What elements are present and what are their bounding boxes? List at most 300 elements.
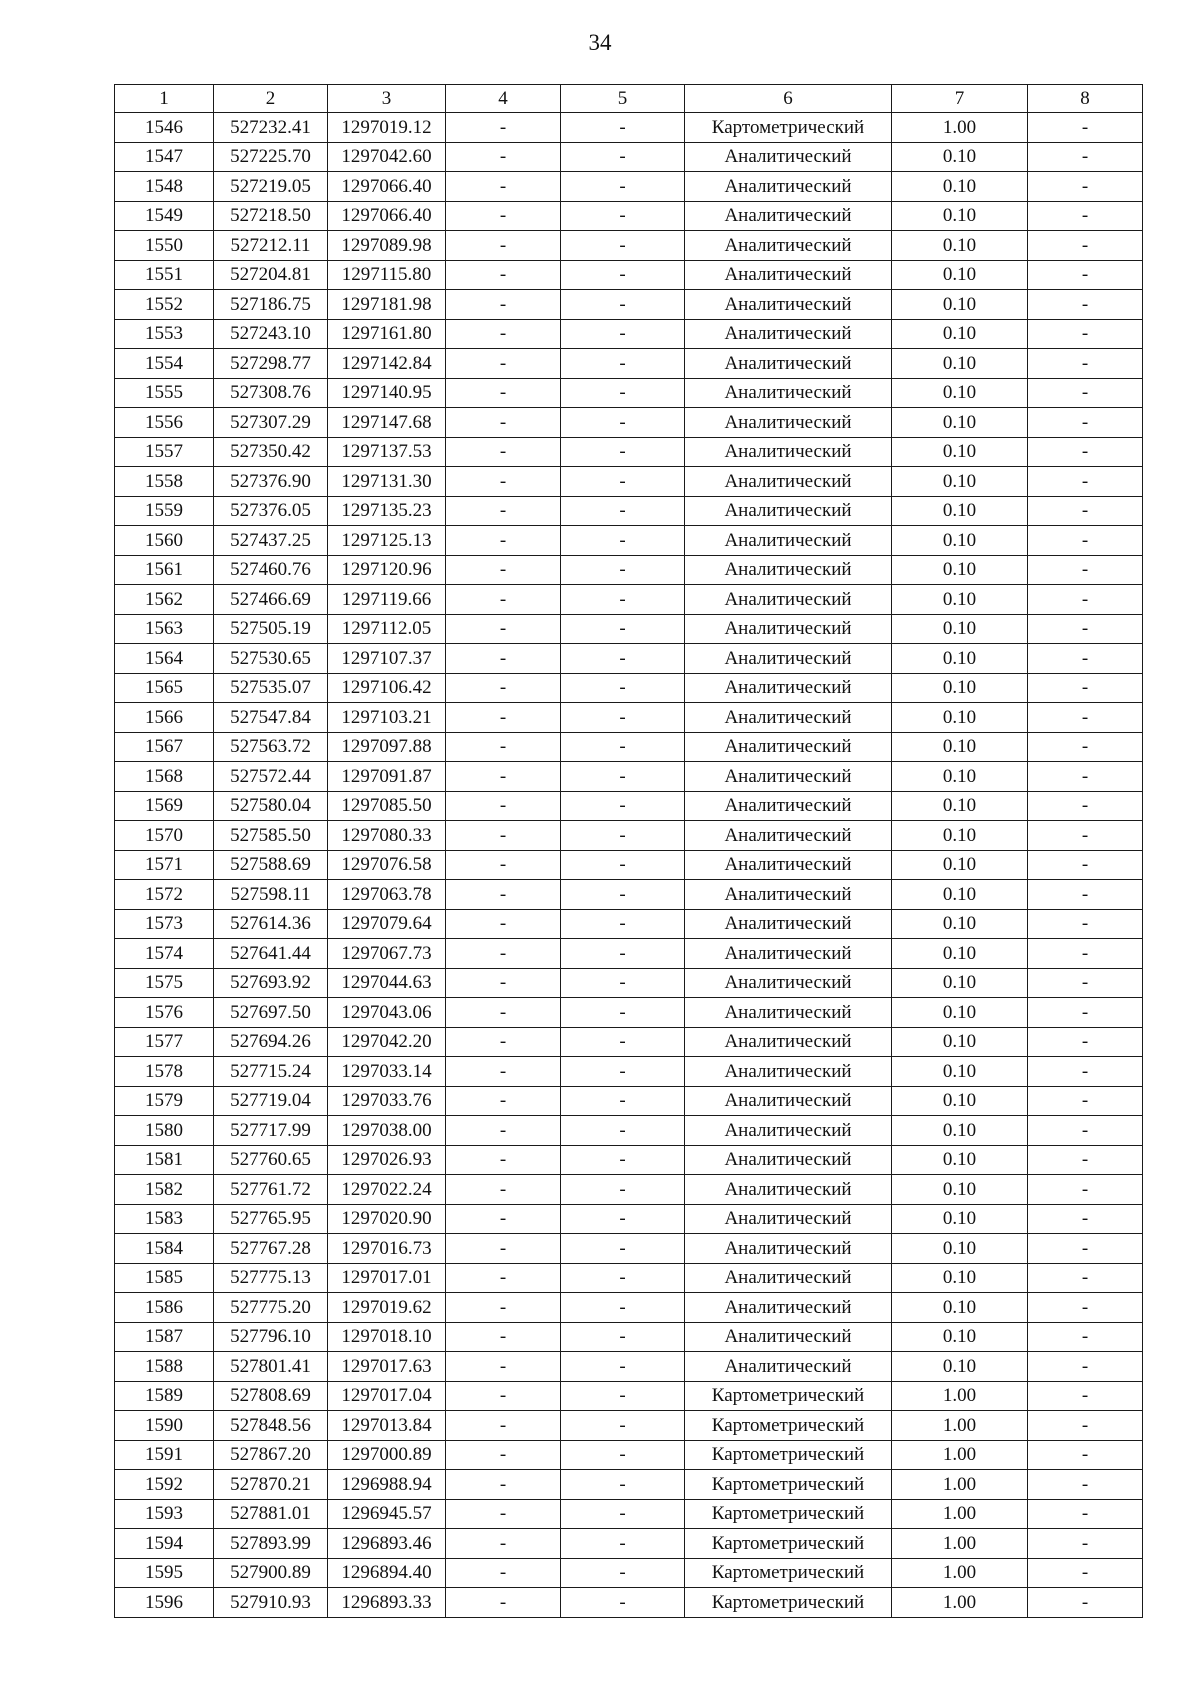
col-4-cell: - [446,1529,561,1559]
coord-y-cell: 1296893.33 [328,1588,446,1618]
coord-x-cell: 527376.90 [214,467,328,497]
method-cell: Аналитический [685,201,892,231]
coord-x-cell: 527580.04 [214,791,328,821]
coord-y-cell: 1297161.80 [328,319,446,349]
coord-y-cell: 1297085.50 [328,791,446,821]
method-cell: Аналитический [685,349,892,379]
col-5-cell: - [561,1175,685,1205]
method-cell: Аналитический [685,290,892,320]
method-cell: Аналитический [685,673,892,703]
col-8-cell: - [1028,172,1143,202]
col-5-cell: - [561,909,685,939]
coord-x-cell: 527225.70 [214,142,328,172]
method-cell: Аналитический [685,1204,892,1234]
col-4-cell: - [446,880,561,910]
coord-y-cell: 1297044.63 [328,968,446,998]
accuracy-cell: 0.10 [892,673,1028,703]
table-row [115,614,1143,644]
accuracy-cell: 0.10 [892,1145,1028,1175]
coord-y-cell: 1297022.24 [328,1175,446,1205]
point-number-cell: 1572 [115,880,214,910]
table-row [115,909,1143,939]
method-cell: Аналитический [685,467,892,497]
col-8-cell: - [1028,1529,1143,1559]
method-cell: Картометрический [685,1588,892,1618]
point-number-cell: 1587 [115,1322,214,1352]
col-8-cell: - [1028,762,1143,792]
method-cell: Аналитический [685,496,892,526]
col-5-cell: - [561,791,685,821]
table-row [115,349,1143,379]
table-row [115,1027,1143,1057]
point-number-cell: 1579 [115,1086,214,1116]
table-row [115,290,1143,320]
col-5-cell: - [561,555,685,585]
table-row [115,1086,1143,1116]
col-5-cell: - [561,703,685,733]
method-cell: Аналитический [685,850,892,880]
method-cell: Картометрический [685,113,892,143]
point-number-cell: 1561 [115,555,214,585]
accuracy-cell: 0.10 [892,821,1028,851]
col-4-cell: - [446,614,561,644]
method-cell: Аналитический [685,614,892,644]
coord-x-cell: 527530.65 [214,644,328,674]
col-4-cell: - [446,968,561,998]
col-8-cell: - [1028,998,1143,1028]
point-number-cell: 1550 [115,231,214,261]
col-8-cell: - [1028,968,1143,998]
point-number-cell: 1576 [115,998,214,1028]
coord-x-cell: 527910.93 [214,1588,328,1618]
col-8-cell: - [1028,732,1143,762]
col-8-cell: - [1028,1381,1143,1411]
accuracy-cell: 0.10 [892,172,1028,202]
point-number-cell: 1562 [115,585,214,615]
method-cell: Аналитический [685,703,892,733]
method-cell: Аналитический [685,1086,892,1116]
col-4-cell: - [446,1352,561,1382]
coord-x-cell: 527466.69 [214,585,328,615]
point-number-cell: 1566 [115,703,214,733]
coord-x-cell: 527563.72 [214,732,328,762]
accuracy-cell: 0.10 [892,467,1028,497]
point-number-cell: 1583 [115,1204,214,1234]
col-5-cell: - [561,762,685,792]
coord-x-cell: 527298.77 [214,349,328,379]
table-row [115,1175,1143,1205]
col-4-cell: - [446,673,561,703]
method-cell: Аналитический [685,437,892,467]
coord-x-cell: 527697.50 [214,998,328,1028]
coordinates-table [114,84,1143,1618]
col-5-cell: - [561,1529,685,1559]
col-4-cell: - [446,290,561,320]
col-8-cell: - [1028,1263,1143,1293]
coord-x-cell: 527767.28 [214,1234,328,1264]
col-5-cell: - [561,1588,685,1618]
col-5-cell: - [561,1470,685,1500]
point-number-cell: 1565 [115,673,214,703]
table-row [115,1440,1143,1470]
table-row [115,437,1143,467]
table-row [115,1411,1143,1441]
col-4-cell: - [446,408,561,438]
accuracy-cell: 0.10 [892,791,1028,821]
col-5-cell: - [561,732,685,762]
col-8-cell: - [1028,1027,1143,1057]
table-header-row [115,85,1143,113]
accuracy-cell: 0.10 [892,142,1028,172]
method-cell: Картометрический [685,1470,892,1500]
col-5-cell: - [561,821,685,851]
method-cell: Аналитический [685,142,892,172]
col-8-cell: - [1028,349,1143,379]
col-8-cell: - [1028,1086,1143,1116]
coord-x-cell: 527437.25 [214,526,328,556]
accuracy-cell: 0.10 [892,939,1028,969]
col-8-cell: - [1028,909,1143,939]
col-4-cell: - [446,1057,561,1087]
col-5-cell: - [561,1234,685,1264]
point-number-cell: 1592 [115,1470,214,1500]
coord-x-cell: 527460.76 [214,555,328,585]
table-row [115,732,1143,762]
table-row [115,319,1143,349]
coord-y-cell: 1297103.21 [328,703,446,733]
coord-y-cell: 1297042.20 [328,1027,446,1057]
col-5-cell: - [561,614,685,644]
coord-y-cell: 1297063.78 [328,880,446,910]
column-header: 5 [561,85,685,113]
table-row [115,201,1143,231]
col-5-cell: - [561,1322,685,1352]
coord-y-cell: 1297019.62 [328,1293,446,1323]
col-4-cell: - [446,1027,561,1057]
method-cell: Аналитический [685,1057,892,1087]
table-row [115,1204,1143,1234]
coord-x-cell: 527243.10 [214,319,328,349]
accuracy-cell: 0.10 [892,496,1028,526]
col-8-cell: - [1028,880,1143,910]
accuracy-cell: 1.00 [892,1558,1028,1588]
point-number-cell: 1546 [115,113,214,143]
coord-x-cell: 527614.36 [214,909,328,939]
col-8-cell: - [1028,1234,1143,1264]
col-4-cell: - [446,762,561,792]
col-8-cell: - [1028,113,1143,143]
coord-y-cell: 1297033.76 [328,1086,446,1116]
col-5-cell: - [561,1499,685,1529]
coord-x-cell: 527307.29 [214,408,328,438]
col-8-cell: - [1028,614,1143,644]
table-row [115,644,1143,674]
accuracy-cell: 1.00 [892,1381,1028,1411]
coord-y-cell: 1297181.98 [328,290,446,320]
method-cell: Аналитический [685,880,892,910]
col-5-cell: - [561,172,685,202]
coord-y-cell: 1297017.04 [328,1381,446,1411]
coord-y-cell: 1297000.89 [328,1440,446,1470]
coord-y-cell: 1296988.94 [328,1470,446,1500]
coord-y-cell: 1296894.40 [328,1558,446,1588]
point-number-cell: 1551 [115,260,214,290]
table-row [115,1381,1143,1411]
accuracy-cell: 1.00 [892,1588,1028,1618]
method-cell: Аналитический [685,762,892,792]
col-5-cell: - [561,1558,685,1588]
col-8-cell: - [1028,850,1143,880]
method-cell: Аналитический [685,644,892,674]
col-5-cell: - [561,1381,685,1411]
coord-x-cell: 527693.92 [214,968,328,998]
col-5-cell: - [561,1204,685,1234]
col-5-cell: - [561,939,685,969]
col-4-cell: - [446,821,561,851]
coord-y-cell: 1297016.73 [328,1234,446,1264]
col-5-cell: - [561,1116,685,1146]
col-8-cell: - [1028,1322,1143,1352]
coord-x-cell: 527219.05 [214,172,328,202]
coord-y-cell: 1297120.96 [328,555,446,585]
coord-y-cell: 1297018.10 [328,1322,446,1352]
point-number-cell: 1557 [115,437,214,467]
col-5-cell: - [561,1440,685,1470]
method-cell: Картометрический [685,1499,892,1529]
method-cell: Аналитический [685,172,892,202]
method-cell: Аналитический [685,408,892,438]
method-cell: Аналитический [685,231,892,261]
table-row [115,260,1143,290]
accuracy-cell: 0.10 [892,762,1028,792]
col-4-cell: - [446,1145,561,1175]
col-8-cell: - [1028,1499,1143,1529]
col-4-cell: - [446,378,561,408]
table-row [115,1234,1143,1264]
point-number-cell: 1589 [115,1381,214,1411]
col-5-cell: - [561,496,685,526]
coord-y-cell: 1297080.33 [328,821,446,851]
col-4-cell: - [446,142,561,172]
coord-x-cell: 527715.24 [214,1057,328,1087]
col-8-cell: - [1028,437,1143,467]
col-4-cell: - [446,467,561,497]
col-4-cell: - [446,1234,561,1264]
point-number-cell: 1585 [115,1263,214,1293]
point-number-cell: 1573 [115,909,214,939]
coord-y-cell: 1297137.53 [328,437,446,467]
table-row [115,821,1143,851]
table-row [115,1558,1143,1588]
col-4-cell: - [446,231,561,261]
table-row [115,762,1143,792]
col-5-cell: - [561,142,685,172]
accuracy-cell: 0.10 [892,260,1028,290]
coord-x-cell: 527775.20 [214,1293,328,1323]
column-header: 8 [1028,85,1143,113]
table-row [115,1263,1143,1293]
col-5-cell: - [561,467,685,497]
table-row [115,703,1143,733]
accuracy-cell: 0.10 [892,526,1028,556]
col-4-cell: - [446,909,561,939]
point-number-cell: 1591 [115,1440,214,1470]
col-5-cell: - [561,1352,685,1382]
table-row [115,880,1143,910]
col-8-cell: - [1028,1175,1143,1205]
col-4-cell: - [446,1381,561,1411]
coord-y-cell: 1296893.46 [328,1529,446,1559]
accuracy-cell: 0.10 [892,201,1028,231]
col-8-cell: - [1028,290,1143,320]
table-row [115,555,1143,585]
col-4-cell: - [446,1322,561,1352]
col-4-cell: - [446,1411,561,1441]
method-cell: Аналитический [685,1175,892,1205]
col-5-cell: - [561,1057,685,1087]
col-8-cell: - [1028,467,1143,497]
accuracy-cell: 1.00 [892,1440,1028,1470]
method-cell: Аналитический [685,1145,892,1175]
col-4-cell: - [446,732,561,762]
accuracy-cell: 0.10 [892,968,1028,998]
table-row [115,791,1143,821]
col-5-cell: - [561,998,685,1028]
col-5-cell: - [561,408,685,438]
accuracy-cell: 0.10 [892,378,1028,408]
method-cell: Аналитический [685,585,892,615]
col-4-cell: - [446,585,561,615]
col-8-cell: - [1028,1440,1143,1470]
col-5-cell: - [561,349,685,379]
col-4-cell: - [446,1086,561,1116]
point-number-cell: 1554 [115,349,214,379]
method-cell: Аналитический [685,1293,892,1323]
method-cell: Аналитический [685,1322,892,1352]
col-4-cell: - [446,1175,561,1205]
method-cell: Аналитический [685,732,892,762]
col-4-cell: - [446,1558,561,1588]
coord-y-cell: 1297119.66 [328,585,446,615]
col-8-cell: - [1028,378,1143,408]
col-5-cell: - [561,1086,685,1116]
col-4-cell: - [446,1470,561,1500]
method-cell: Аналитический [685,821,892,851]
coord-x-cell: 527760.65 [214,1145,328,1175]
col-4-cell: - [446,998,561,1028]
point-number-cell: 1571 [115,850,214,880]
coord-x-cell: 527505.19 [214,614,328,644]
coord-y-cell: 1297091.87 [328,762,446,792]
col-4-cell: - [446,526,561,556]
coord-y-cell: 1297026.93 [328,1145,446,1175]
point-number-cell: 1548 [115,172,214,202]
coord-x-cell: 527218.50 [214,201,328,231]
table-row [115,408,1143,438]
table-row [115,172,1143,202]
col-5-cell: - [561,201,685,231]
col-5-cell: - [561,1027,685,1057]
coord-x-cell: 527572.44 [214,762,328,792]
accuracy-cell: 0.10 [892,1263,1028,1293]
coord-y-cell: 1297131.30 [328,467,446,497]
accuracy-cell: 0.10 [892,1204,1028,1234]
coord-x-cell: 527801.41 [214,1352,328,1382]
coord-x-cell: 527350.42 [214,437,328,467]
table-row [115,1529,1143,1559]
col-5-cell: - [561,526,685,556]
coord-x-cell: 527775.13 [214,1263,328,1293]
col-4-cell: - [446,319,561,349]
point-number-cell: 1584 [115,1234,214,1264]
point-number-cell: 1555 [115,378,214,408]
col-8-cell: - [1028,1411,1143,1441]
table-row [115,998,1143,1028]
coord-y-cell: 1297020.90 [328,1204,446,1234]
coord-y-cell: 1297112.05 [328,614,446,644]
col-8-cell: - [1028,260,1143,290]
col-8-cell: - [1028,142,1143,172]
coord-y-cell: 1296945.57 [328,1499,446,1529]
point-number-cell: 1567 [115,732,214,762]
coord-x-cell: 527232.41 [214,113,328,143]
col-4-cell: - [446,791,561,821]
accuracy-cell: 0.10 [892,614,1028,644]
col-4-cell: - [446,260,561,290]
point-number-cell: 1586 [115,1293,214,1323]
method-cell: Картометрический [685,1381,892,1411]
point-number-cell: 1563 [115,614,214,644]
point-number-cell: 1558 [115,467,214,497]
col-4-cell: - [446,850,561,880]
point-number-cell: 1582 [115,1175,214,1205]
point-number-cell: 1559 [115,496,214,526]
method-cell: Аналитический [685,939,892,969]
col-8-cell: - [1028,555,1143,585]
table-row [115,1116,1143,1146]
col-5-cell: - [561,585,685,615]
point-number-cell: 1575 [115,968,214,998]
accuracy-cell: 0.10 [892,585,1028,615]
col-4-cell: - [446,1499,561,1529]
table-row [115,142,1143,172]
method-cell: Картометрический [685,1529,892,1559]
col-5-cell: - [561,1145,685,1175]
coord-y-cell: 1297066.40 [328,172,446,202]
col-4-cell: - [446,644,561,674]
page-number: 34 [588,30,612,55]
accuracy-cell: 0.10 [892,319,1028,349]
col-5-cell: - [561,378,685,408]
col-4-cell: - [446,1440,561,1470]
accuracy-cell: 0.10 [892,1057,1028,1087]
coord-y-cell: 1297076.58 [328,850,446,880]
coord-y-cell: 1297142.84 [328,349,446,379]
coord-y-cell: 1297042.60 [328,142,446,172]
point-number-cell: 1580 [115,1116,214,1146]
coord-x-cell: 527893.99 [214,1529,328,1559]
col-8-cell: - [1028,703,1143,733]
method-cell: Аналитический [685,1027,892,1057]
coord-x-cell: 527867.20 [214,1440,328,1470]
table-row [115,526,1143,556]
point-number-cell: 1564 [115,644,214,674]
table-row [115,1145,1143,1175]
coord-x-cell: 527848.56 [214,1411,328,1441]
point-number-cell: 1549 [115,201,214,231]
col-8-cell: - [1028,1145,1143,1175]
point-number-cell: 1547 [115,142,214,172]
